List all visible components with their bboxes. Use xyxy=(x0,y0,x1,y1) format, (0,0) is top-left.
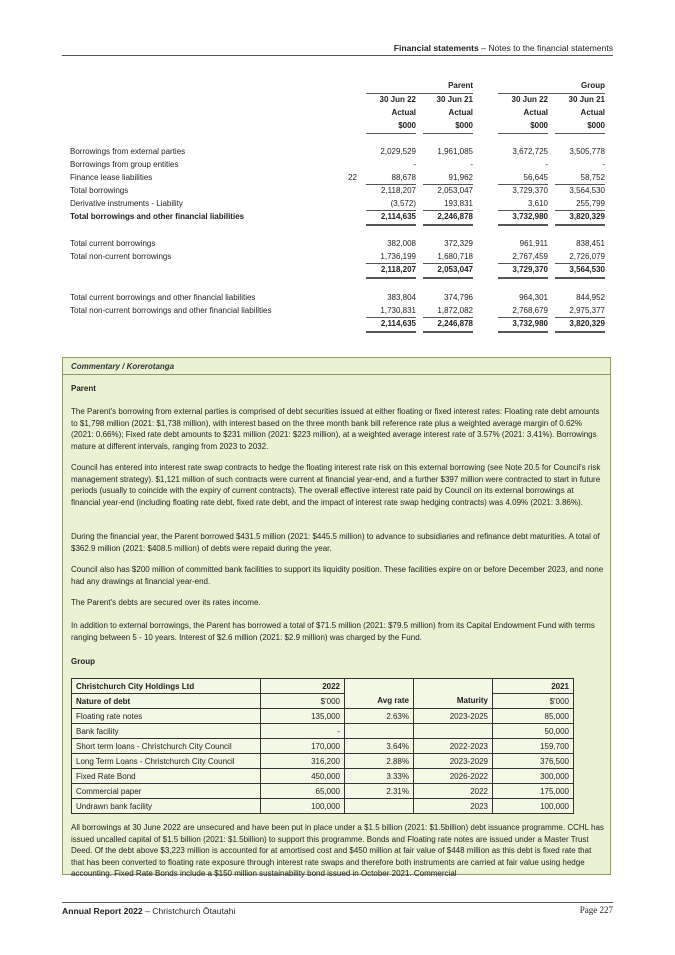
col2-basis: Actual xyxy=(448,108,473,117)
maturity-heading: Maturity xyxy=(414,694,493,709)
parent-subheading: Parent xyxy=(71,384,96,393)
cell xyxy=(345,724,414,739)
cell: 3,564,530 xyxy=(569,186,605,195)
col4-date: 30 Jun 21 xyxy=(568,95,605,104)
cell: 2.31% xyxy=(345,784,414,799)
cell: 1,872,082 xyxy=(437,306,473,315)
commentary-paragraph: During the financial year, the Parent borrowed $431.5 million (2021: $445.5 million) to advance to subsidiaries and refinance debt maturities. A total of $362.9 million (2021: $408.5 million) of debts were repaid during the year. xyxy=(71,532,600,553)
commentary-paragraph: Council also has $200 million of committed bank facilities to support its liquidity position. These facilities expire on or before December 2023, and none had any drawings at financial year-end. xyxy=(71,565,604,586)
table-row xyxy=(62,292,613,304)
cell: - xyxy=(545,160,548,169)
cell: 1,680,718 xyxy=(437,252,473,261)
cell xyxy=(414,724,493,739)
double-rule xyxy=(423,224,473,226)
unit-2021: $'000 xyxy=(493,694,574,709)
cell: 58,752 xyxy=(580,173,605,182)
double-rule xyxy=(498,331,548,333)
page-header xyxy=(394,43,613,53)
commentary-paragraph: In addition to external borrowings, the Parent has borrowed a total of $71.5 million (2021: $79.5 million) from its Capital Endowment Fund with terms ranging between 5 - 10 years. Interest of $2.6 million (2021: $2.9 million) was charged by the Fund. xyxy=(71,621,595,642)
debt-nature: Short term loans - Christchurch City Council xyxy=(72,739,261,754)
commentary-paragraph: The Parent's debts are secured over its rates income. xyxy=(71,598,261,607)
cell: 3,505,778 xyxy=(569,147,605,156)
page-number: Page 227 xyxy=(579,905,613,915)
cell: 2026-2022 xyxy=(414,769,493,784)
row-label: Total borrowings and other financial liabilities xyxy=(70,212,245,221)
cell: 372,329 xyxy=(444,239,473,248)
cell: 2,053,047 xyxy=(437,186,473,195)
column-group-headings xyxy=(62,80,613,92)
col1-basis: Actual xyxy=(391,108,416,117)
table-row xyxy=(62,238,613,250)
table-row xyxy=(72,799,574,814)
cell: 383,804 xyxy=(387,293,416,302)
col1-date: 30 Jun 22 xyxy=(379,95,416,104)
group-heading: Group xyxy=(581,81,605,90)
col2-unit: $000 xyxy=(455,121,473,130)
table-row xyxy=(72,724,574,739)
cell: 3,820,329 xyxy=(569,212,605,221)
cell: 2,726,079 xyxy=(569,252,605,261)
row-label: Finance lease liabilities xyxy=(70,173,153,182)
cell: 3,820,329 xyxy=(569,319,605,328)
cell: 88,678 xyxy=(391,173,416,182)
table-row xyxy=(72,784,574,799)
cell: 159,700 xyxy=(493,739,574,754)
commentary-box xyxy=(62,357,611,879)
double-rule xyxy=(555,331,605,333)
cell: 255,799 xyxy=(576,199,605,208)
unit-2022: $'000 xyxy=(261,694,345,709)
debt-nature: Long Term Loans - Christchurch City Council xyxy=(72,754,261,769)
cell: 961,911 xyxy=(519,239,548,248)
cell: 838,451 xyxy=(576,239,605,248)
cell: 2,118,207 xyxy=(381,186,416,195)
col2-date: 30 Jun 21 xyxy=(436,95,473,104)
cell: 50,000 xyxy=(493,724,574,739)
cell: 3,729,370 xyxy=(512,186,548,195)
cell: 2,768,679 xyxy=(512,306,548,315)
row-label: Borrowings from group entities xyxy=(70,160,179,169)
cell: - xyxy=(470,160,473,169)
cell: 3.64% xyxy=(345,739,414,754)
cell: 56,645 xyxy=(523,173,548,182)
col4-unit: $000 xyxy=(587,121,605,130)
cell: 2.88% xyxy=(345,754,414,769)
footer-report-title xyxy=(62,906,235,916)
header-subsection: – Notes to the financial statements xyxy=(481,43,613,53)
group-table-header xyxy=(72,694,574,709)
debt-nature: Commercial paper xyxy=(72,784,261,799)
cell: 3,732,980 xyxy=(512,212,548,221)
cell: 1,730,831 xyxy=(380,306,416,315)
footer-report-name: Annual Report 2022 xyxy=(62,906,143,916)
cell: 374,796 xyxy=(444,293,473,302)
cell: 316,200 xyxy=(261,754,345,769)
table-row xyxy=(62,305,613,317)
col1-heading-rule xyxy=(366,133,416,134)
table-row xyxy=(62,146,613,158)
table-row xyxy=(62,185,613,197)
cell: 2.63% xyxy=(345,709,414,724)
col3-date: 30 Jun 22 xyxy=(511,95,548,104)
double-rule xyxy=(366,277,416,279)
cell: 193,831 xyxy=(444,199,473,208)
table-row xyxy=(62,251,613,263)
cell: 3,610 xyxy=(527,199,548,208)
table-row xyxy=(62,172,613,184)
cell: 2023 xyxy=(414,799,493,814)
double-rule xyxy=(366,224,416,226)
col1-unit: $000 xyxy=(398,121,416,130)
row-label: Total borrowings xyxy=(70,186,129,195)
cell: 2,114,635 xyxy=(380,212,416,221)
cell: 1,961,085 xyxy=(437,147,473,156)
row-label: Derivative instruments - Liability xyxy=(70,199,183,208)
group-table-title: Christchurch City Holdings Ltd xyxy=(72,679,261,694)
cell: 2,767,459 xyxy=(512,252,548,261)
cell: 2,975,377 xyxy=(569,306,605,315)
cell: 2,029,529 xyxy=(380,147,416,156)
commentary-paragraph: The Parent's borrowing from external parties is comprised of debt securities issued at either floating or fixed interest rates: Floating rate debt amounts to $1,798 million (2021: $1,738 million), with interest based on the three month bank bill reference rate plus a weighted average margin of 0.62% (2021: 0.66%); Fixed rate debt amounts to $231 million (2021: $223 million), at a weighted average interest rate of 3.57% (2021: 3.41%). Borrowings mature at different intervals, ranging from 2023 to 2032. xyxy=(71,407,600,451)
double-rule xyxy=(498,224,548,226)
debt-nature: Floating rate notes xyxy=(72,709,261,724)
cell: 170,000 xyxy=(261,739,345,754)
cell: 100,000 xyxy=(493,799,574,814)
parent-heading: Parent xyxy=(448,81,473,90)
cell: 382,008 xyxy=(387,239,416,248)
cell: 3,732,980 xyxy=(512,319,548,328)
header-section: Financial statements xyxy=(393,43,479,53)
cell: 300,000 xyxy=(493,769,574,784)
cell: 2,114,635 xyxy=(380,319,416,328)
cell: 91,962 xyxy=(448,173,473,182)
double-rule xyxy=(423,331,473,333)
header-2021: 2021 xyxy=(493,679,574,694)
col2-heading-rule xyxy=(423,133,473,134)
row-label: Total current borrowings xyxy=(70,239,156,248)
cell: 3,672,725 xyxy=(512,147,548,156)
cell: 844,952 xyxy=(576,293,605,302)
cell: - xyxy=(261,724,345,739)
cell: 2,246,878 xyxy=(437,319,473,328)
group-debt-table xyxy=(71,678,574,814)
column-heading-line-1 xyxy=(62,94,613,106)
nature-of-debt-heading: Nature of debt xyxy=(72,694,261,709)
row-label: Total current borrowings and other financial liabilities xyxy=(70,293,256,302)
col4-heading-rule xyxy=(555,133,605,134)
group-subheading: Group xyxy=(71,657,95,666)
double-rule xyxy=(555,224,605,226)
double-rule xyxy=(423,277,473,279)
cell: - xyxy=(413,160,416,169)
table-row-total xyxy=(62,318,613,330)
cell: 65,000 xyxy=(261,784,345,799)
header-blank xyxy=(414,679,493,694)
avg-rate-heading: Avg rate xyxy=(345,694,414,709)
cell: 2023-2025 xyxy=(414,709,493,724)
double-rule xyxy=(555,277,605,279)
cell: 2,246,878 xyxy=(437,212,473,221)
debt-nature: Undrawn bank facility xyxy=(72,799,261,814)
footer-report-location: – Christchurch Ōtautahi xyxy=(145,906,236,916)
col3-basis: Actual xyxy=(523,108,548,117)
table-row-total xyxy=(62,211,613,223)
table-row xyxy=(72,754,574,769)
header-2022: 2022 xyxy=(261,679,345,694)
header-divider xyxy=(62,55,613,56)
cell: 2,053,047 xyxy=(437,265,473,274)
group-table-header xyxy=(72,679,574,694)
table-row xyxy=(72,739,574,754)
cell: - xyxy=(602,160,605,169)
cell: (3,572) xyxy=(390,199,416,208)
row-label: Total non-current borrowings and other financial liabilities xyxy=(70,306,272,315)
note-reference: 22 xyxy=(348,173,357,182)
table-row xyxy=(62,198,613,210)
footer-divider xyxy=(62,902,613,903)
col3-heading-rule xyxy=(498,133,548,134)
cell: 2022 xyxy=(414,784,493,799)
cell: 3.33% xyxy=(345,769,414,784)
cell xyxy=(345,799,414,814)
cell: 85,000 xyxy=(493,709,574,724)
row-label: Total non-current borrowings xyxy=(70,252,172,261)
cell: 964,301 xyxy=(519,293,548,302)
column-heading-line-2 xyxy=(62,107,613,119)
double-rule xyxy=(498,277,548,279)
cell: 3,564,530 xyxy=(569,265,605,274)
debt-nature: Fixed Rate Bond xyxy=(72,769,261,784)
table-row-total xyxy=(62,264,613,276)
commentary-paragraph: Council has entered into interest rate swap contracts to hedge the floating interest rate risk on this external borrowing (see Note 20.5 for Council's risk management strategy). $1,121 million of such contracts were current at financial year-end, and a further $397 million were contracted to start in future periods (usually to coincide with the expiry of current contracts). The overall effective interest rate paid by Council on its external borrowings at financial year-end (including floating rate debt, fixed rate debt, and the impact of interest rate swap hedging contracts) was 4.09% (2021: 3.86%). xyxy=(71,463,601,507)
row-label: Borrowings from external parties xyxy=(70,147,186,156)
cell: 100,000 xyxy=(261,799,345,814)
column-heading-line-3 xyxy=(62,120,613,132)
table-row xyxy=(62,159,613,171)
table-row xyxy=(72,769,574,784)
cell: 135,000 xyxy=(261,709,345,724)
cell: 3,729,370 xyxy=(512,265,548,274)
cell: 2022-2023 xyxy=(414,739,493,754)
double-rule xyxy=(366,331,416,333)
cell: 175,000 xyxy=(493,784,574,799)
cell: 376,500 xyxy=(493,754,574,769)
commentary-divider xyxy=(63,374,610,375)
debt-nature: Bank facility xyxy=(72,724,261,739)
commentary-title: Commentary / Korerotanga xyxy=(71,362,175,371)
cell: 2023-2029 xyxy=(414,754,493,769)
col3-unit: $000 xyxy=(530,121,548,130)
cell: 2,118,207 xyxy=(380,265,416,274)
header-blank xyxy=(345,679,414,694)
commentary-paragraph: All borrowings at 30 June 2022 are unsecured and have been put in place under a $1.5 billion (2021: $1.5billion) debt issuance programme. CCHL has issued uncalled capital of $1.5 billion (2021: $1.5billion) to support this programme. Bonds and Floating rate notes are issued under a Master Trust Deed. Of the debt above $3,223 million is accounted for at amortised cost and $450 million at fair value of $448 million as this debt is fixed rate that that has been converted to floating rate exposure through interest rate swaps and therefore both instruments are carried at fair value using hedge accounting. Fixed Rate Bonds include a $150 million sustainability bond issued in October 2021. Commercial xyxy=(71,823,604,879)
cell: 1,736,199 xyxy=(380,252,416,261)
table-row xyxy=(72,709,574,724)
cell: 450,000 xyxy=(261,769,345,784)
col4-basis: Actual xyxy=(580,108,605,117)
